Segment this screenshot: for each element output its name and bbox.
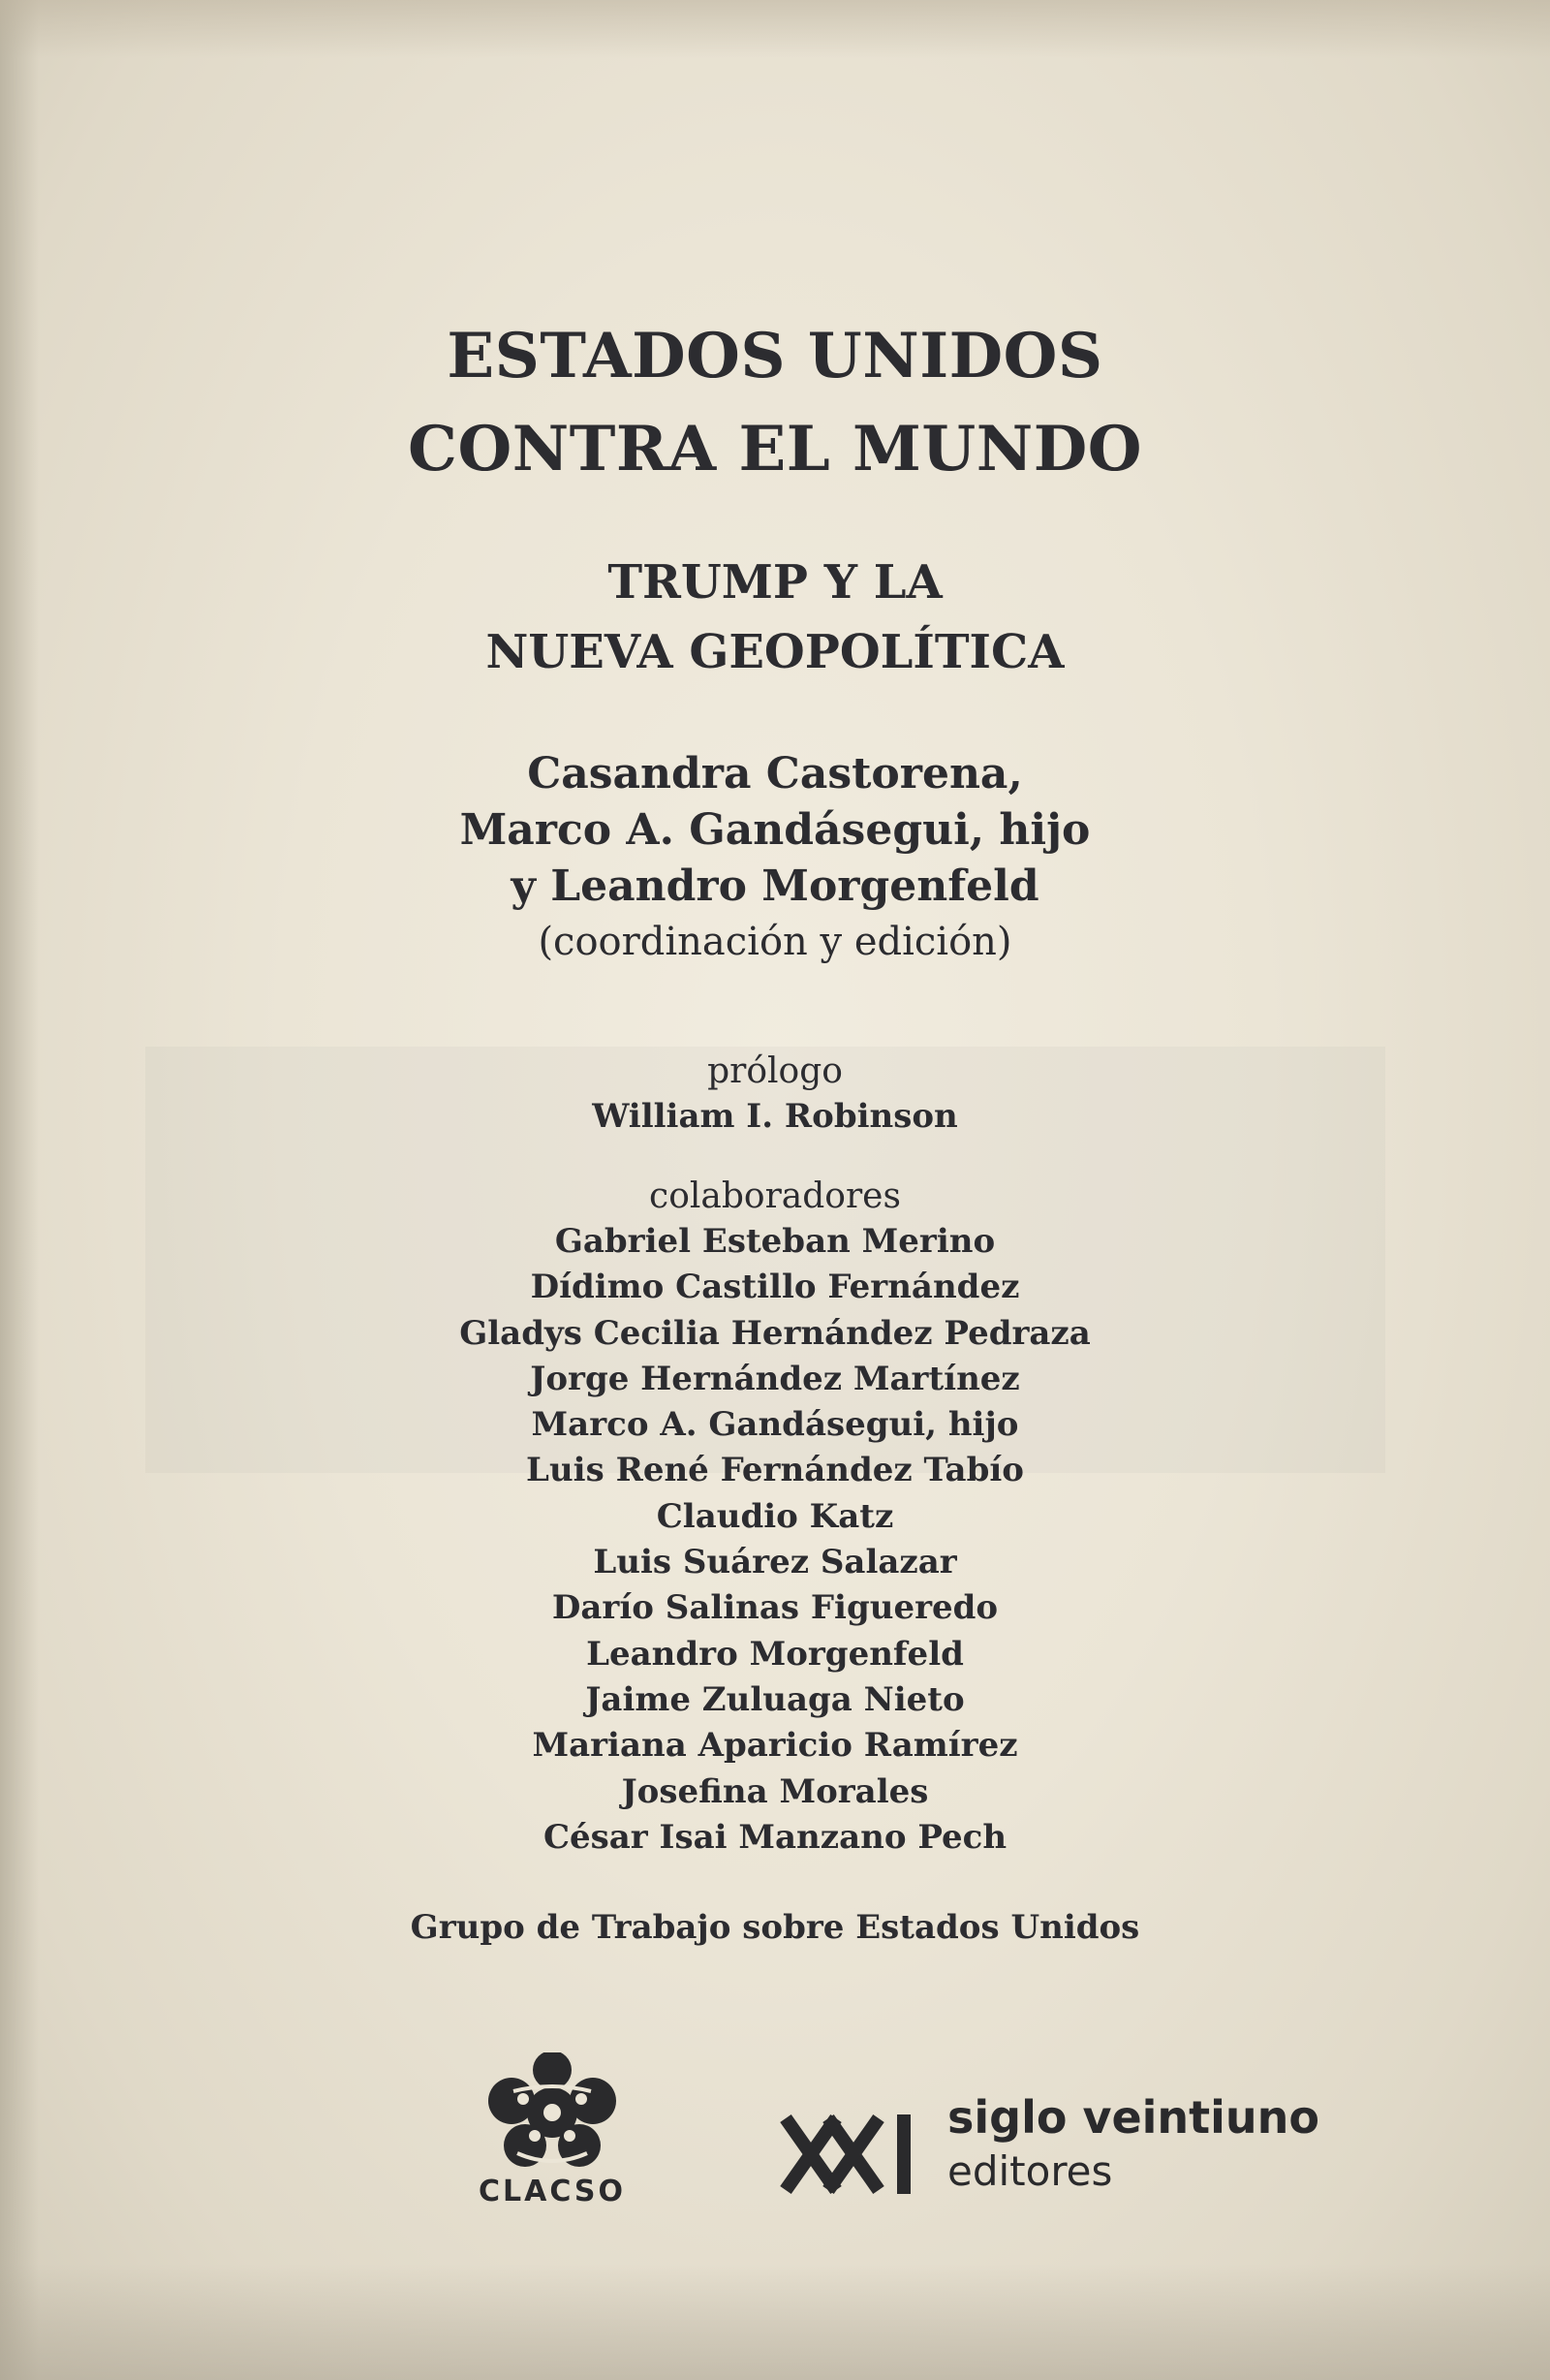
contributors-label: colaboradores [649,1176,901,1216]
contributor-name: Marco A. Gandásegui, hijo [531,1405,1019,1445]
contributor-name: Josefina Morales [621,1771,929,1811]
clacso-wordmark: CLACSO [478,2175,627,2208]
contributors-block [0,1174,1550,1861]
contributor-name: Claudio Katz [656,1496,894,1536]
contributor-name: César Isai Manzano Pech [542,1817,1008,1857]
contributor-name: Gabriel Esteban Merino [554,1222,996,1261]
prologue-author: William I. Robinson [592,1097,958,1136]
contributor-name: Luis René Fernández Tabío [526,1451,1024,1490]
title-line-2: CONTRA EL MUNDO [408,413,1142,485]
contributor-name: Jorge Hernández Martínez [530,1359,1020,1398]
siglo-editores-label: editores [947,2147,1113,2195]
siglo-veintiuno-name: siglo veintiuno [947,2091,1320,2144]
editors-role: (coordinación y edición) [538,920,1012,964]
subtitle-line-2: NUEVA GEOPOLÍTICA [485,625,1065,679]
page-shadow-bottom [0,2264,1550,2380]
title-line-1: ESTADOS UNIDOS [447,320,1103,392]
page-shadow-top [0,0,1550,58]
contributor-name: Luis Suárez Salazar [593,1543,957,1582]
contributor-name: Darío Salinas Figueredo [551,1588,999,1628]
editor-line-2: Marco A. Gandásegui, hijo [459,805,1091,855]
working-group: Grupo de Trabajo sobre Estados Unidos [410,1908,1140,1947]
book-subtitle [0,548,1550,687]
editor-line-3: y Leandro Morgenfeld [511,861,1039,911]
prologue-block [0,1049,1550,1140]
contributor-name: Leandro Morgenfeld [586,1634,964,1674]
editors-block [0,746,1550,969]
contributor-name: Jaime Zuluaga Nieto [585,1679,965,1719]
prologue-label: prólogo [707,1051,843,1091]
contributor-name: Mariana Aparicio Ramírez [532,1726,1018,1766]
contributor-name: Gladys Cecilia Hernández Pedraza [459,1313,1091,1353]
editor-line-1: Casandra Castorena, [527,749,1023,799]
book-title [0,310,1550,496]
subtitle-line-1: TRUMP Y LA [607,555,943,610]
contributor-name: Dídimo Castillo Fernández [530,1268,1020,1307]
siglo-xxi-logo-icon [780,2111,925,2198]
